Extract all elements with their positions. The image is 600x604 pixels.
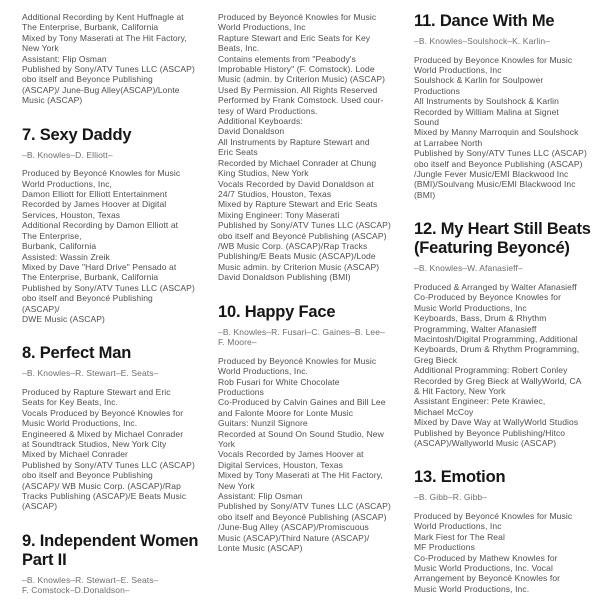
credit-line: Vocals Recorded by James Hoover at bbox=[218, 449, 364, 460]
track-heading bbox=[22, 344, 200, 363]
writers-credit-line: F. Comstock–D.Donaldson– bbox=[22, 585, 130, 596]
credit-line: Mixed by Dave "Hard Drive" Pensado at bbox=[22, 261, 177, 272]
credit-line: Rapture Stewart and Eric Seats for Key bbox=[218, 32, 371, 43]
credit-line: /June-Bug Alley (ASCAP)/Promiscuous bbox=[218, 522, 369, 533]
track-heading-line bbox=[218, 303, 396, 322]
credit-line: /WB Music Corp. (ASCAP)/Rap Tracks bbox=[218, 240, 368, 251]
track-number: 7. bbox=[22, 125, 40, 144]
writers-credit-line: –B. Knowles–D. Elliott– bbox=[22, 149, 113, 160]
credit-line: Mixed by Dave Way at WallyWorld Studios bbox=[414, 417, 579, 428]
credit-line: (ASCAP)/ WB Music Corp. (ASCAP)/Rap bbox=[22, 480, 181, 491]
credit-line: Burbank, California bbox=[22, 241, 97, 252]
credit-line: Mixing Engineer: Tony Maserati bbox=[218, 209, 340, 220]
track-number: 13. bbox=[414, 468, 441, 487]
credit-block bbox=[414, 511, 592, 594]
credit-line: York bbox=[218, 439, 236, 449]
track-heading-line bbox=[22, 344, 200, 363]
credit-line: Mixed by Rapture Stewart and Eric Seats bbox=[218, 199, 378, 210]
track-heading-line bbox=[414, 468, 592, 487]
credit-line: and Falonte Moore for Lonte Music bbox=[218, 407, 354, 418]
credit-line: Engineered & Mixed by Michael Conrader bbox=[22, 428, 184, 439]
credit-line: Co-Produced by Mathew Knowles for bbox=[414, 552, 558, 563]
credit-line: Mark Fiest for The Real bbox=[414, 531, 505, 542]
writers-credit-line: –B. Knowles–R. Stewart–E. Seats– bbox=[22, 574, 159, 585]
credit-line: Sound bbox=[414, 117, 440, 128]
credit-line: Published by Sony/ATV Tunes LLC (ASCAP) bbox=[22, 459, 195, 470]
credit-line: Co-Produced by Beyonce Knowles for bbox=[414, 292, 562, 303]
credit-line: Published by Beyonce Publishing/Hitco bbox=[414, 427, 566, 438]
writers-credit-line: F. Moore– bbox=[218, 337, 257, 348]
credit-line: Seats for Key Beats, Inc. bbox=[22, 397, 119, 408]
credit-line: Greg Bieck bbox=[414, 354, 458, 365]
credit-line: Keyboards, Drum & Rhythm Programming, bbox=[414, 344, 580, 355]
credit-line: Assistant: Flip Osman bbox=[22, 53, 107, 64]
credit-line: New York bbox=[218, 480, 255, 491]
credit-line: Produced & Arranged by Walter Afanasieff bbox=[414, 281, 577, 292]
credit-line: Published by Sony/ATV Tunes LLC (ASCAP) bbox=[218, 501, 391, 512]
writers-credit-line: –B. Knowles–W. Afanasieff– bbox=[414, 263, 523, 274]
track-number: 10. bbox=[218, 302, 245, 321]
credit-line: Vocals Recorded by David Donaldson at bbox=[218, 178, 374, 189]
credit-line: Contains elements from "Peabody's bbox=[218, 53, 356, 64]
credit-line: Produced by Beyonce Knowles for Music bbox=[414, 54, 573, 65]
credit-line: Mixed by Michael Conrader bbox=[22, 449, 128, 460]
credit-line: (ASCAP)/Wallyworld Music (ASCAP) bbox=[414, 437, 557, 448]
credit-line: /Jungle Fever Music/EMI Blackwood Inc bbox=[414, 169, 569, 180]
songwriter-credits bbox=[414, 36, 592, 47]
credit-line: (ASCAP) bbox=[22, 501, 58, 512]
credit-line: David Donaldson bbox=[218, 126, 285, 137]
credit-line: All Instruments by Soulshock & Karlin bbox=[414, 96, 559, 107]
track-title: Emotion bbox=[440, 468, 506, 487]
credit-line: Additional Programming: Robert Conley bbox=[414, 365, 568, 376]
credit-line: Additional Recording by Damon Elliott at bbox=[22, 220, 179, 231]
credit-line: obo itself and Beyonce Publishing bbox=[22, 74, 153, 85]
track-heading bbox=[414, 220, 592, 258]
credit-line: MF Productions bbox=[414, 542, 475, 553]
credit-line: Programming, Walter Afanasieff bbox=[414, 323, 537, 334]
credit-line: Assistant Engineer: Pete Krawiec, bbox=[414, 396, 546, 407]
credit-line: Services, Houston, Texas bbox=[22, 209, 121, 220]
writers-credit-line: –B. Gibb–R. Gibb– bbox=[414, 492, 488, 503]
credit-line: Mixed by Tony Maserati at The Hit Factory, bbox=[218, 470, 383, 481]
track-number: 12. bbox=[414, 220, 441, 239]
liner-notes-column-2 bbox=[218, 12, 396, 553]
credit-line: World Productions, Inc bbox=[414, 521, 502, 532]
credit-line: Used By Permission. All Rights Reserved bbox=[218, 84, 378, 95]
credit-line: World Productions, Inc bbox=[414, 65, 502, 75]
track-title: Independent Women bbox=[39, 531, 199, 550]
track-heading-line bbox=[22, 126, 200, 145]
credit-line: Guitars: Nunzil Signore bbox=[218, 418, 308, 429]
credit-line: at Larrabee North bbox=[414, 137, 483, 148]
credit-block bbox=[22, 12, 200, 106]
track-title: Perfect Man bbox=[39, 344, 132, 363]
credit-line: Published by Sony/ATV Tunes LLC (ASCAP) bbox=[218, 220, 391, 231]
credit-line: Music (ASCAP) bbox=[22, 95, 83, 106]
credit-line: Recorded by Greg Bieck at WallyWorld, CA bbox=[414, 375, 582, 386]
credit-line: Recorded at Sound On Sound Studio, New bbox=[218, 428, 384, 439]
track-heading-line bbox=[414, 12, 592, 31]
credit-line: Eric Seats bbox=[218, 147, 258, 158]
track-title: Sexy Daddy bbox=[39, 125, 132, 144]
credit-line: Assisted: Wassin Zreik bbox=[22, 251, 110, 262]
credit-line: (BMI)/Soulvang Music/EMI Blackwood Inc bbox=[414, 179, 576, 190]
credit-line: obo itself and Beyoncé Publishing bbox=[22, 293, 153, 304]
credit-line: The Enterprise, bbox=[22, 230, 82, 241]
credit-line: obo itself and Beyoncé Publishing (ASCAP) bbox=[218, 230, 387, 241]
credit-line: Assistant: Flip Osman bbox=[218, 491, 303, 502]
writers-credit-line: –B. Knowles–R. Fusari–C. Gaines–B. Lee– bbox=[218, 326, 385, 337]
track-heading-wrap-line: Part II bbox=[22, 550, 67, 569]
track-number: 11. bbox=[414, 12, 440, 30]
credit-line: Published by Sony/ATV Tunes LLC (ASCAP) bbox=[22, 282, 195, 293]
credit-line: Keyboards, Bass, Drum & Rhythm bbox=[414, 313, 547, 324]
credit-line: DWE Music (ASCAP) bbox=[22, 313, 105, 324]
track-title: My Heart Still Beats bbox=[440, 220, 591, 239]
credit-block bbox=[22, 387, 200, 512]
credit-line: Produced by Beyoncé Knowles for Music bbox=[218, 12, 377, 22]
credit-line: Produced by Beyoncé Knowles for Music bbox=[218, 355, 377, 366]
track-heading bbox=[22, 532, 200, 570]
credit-line: obo itself and Beyoncé Publishing (ASCAP) bbox=[218, 511, 387, 522]
credit-line: Rob Fusari for White Chocolate bbox=[218, 376, 340, 387]
liner-notes-columns bbox=[22, 12, 594, 604]
songwriter-credits bbox=[22, 368, 200, 379]
credit-line: Music World Productions, Inc. Vocal bbox=[414, 563, 553, 573]
credit-line: Tracks Publishing (ASCAP)/E Beats Music bbox=[22, 491, 187, 501]
credit-block bbox=[414, 282, 592, 449]
credit-line: Mixed by Manny Marroquin and Soulshock bbox=[414, 127, 579, 138]
credit-line: Co-Produced by Calvin Gaines and Bill Lee bbox=[218, 397, 386, 408]
credit-line: Michael McCoy bbox=[414, 406, 474, 417]
track-heading bbox=[218, 303, 396, 322]
credit-block bbox=[22, 168, 200, 324]
credit-line: World Productions, Inc bbox=[218, 22, 306, 33]
credit-line: Improbable History" (F. Comstock). Lode bbox=[218, 64, 375, 75]
credit-line: Recorded by Michael Conrader at Chung bbox=[218, 157, 377, 168]
credit-line: Mixed by Tony Maserati at The Hit Factory, bbox=[22, 32, 187, 43]
credit-block bbox=[218, 12, 396, 283]
credit-block bbox=[414, 55, 592, 201]
credit-line: obo itself and Beyonce Publishing bbox=[22, 470, 153, 481]
credit-line: tesy of Ward Productions. bbox=[218, 105, 318, 116]
track-title: Happy Face bbox=[244, 302, 336, 321]
credit-line: Productions bbox=[218, 386, 264, 397]
songwriter-credits bbox=[22, 150, 200, 161]
credit-line: Recorded by James Hoover at Digital bbox=[22, 199, 167, 210]
credit-line: Additional Recording by Kent Huffnagle at bbox=[22, 12, 184, 22]
credit-line: All Instruments by Rapture Stewart and bbox=[218, 136, 370, 147]
credit-line: Macintosh/Digital Programming, Additional bbox=[414, 333, 578, 344]
songwriter-credits bbox=[414, 492, 592, 503]
credit-line: Music (ASCAP)/Third Nature (ASCAP)/ bbox=[218, 532, 370, 543]
credit-line: Beats, Inc. bbox=[218, 43, 260, 54]
credit-line: 24/7 Studios, Houston, Texas bbox=[218, 188, 332, 199]
credit-line: obo itself and Beyonce Publishing (ASCAP) bbox=[414, 158, 583, 169]
track-heading bbox=[22, 126, 200, 145]
credit-line: The Enterprise, Burbank, California bbox=[22, 272, 159, 283]
credit-line: Produced by Beyoncé Knowles for Music bbox=[22, 168, 181, 179]
liner-notes-column-1 bbox=[22, 12, 200, 604]
credit-line: (BMI) bbox=[414, 189, 436, 200]
credit-line: Published by Sony/ATV Tunes LLC (ASCAP) bbox=[22, 64, 195, 75]
credit-line: Produced by Beyoncé Knowles for Music bbox=[414, 510, 573, 521]
credit-line: (ASCAP)/ bbox=[22, 303, 60, 314]
credit-line: Digital Services, Houston, Texas bbox=[218, 459, 343, 470]
credit-line: Damon Elliott for Elliott Entertainment bbox=[22, 189, 168, 200]
credit-line: Arrangement by Beyoncé Knowles for bbox=[414, 573, 561, 584]
track-heading bbox=[414, 468, 592, 487]
credit-line: Publishing/E Beats Music (ASCAP)/Lode bbox=[218, 251, 376, 262]
track-heading-line bbox=[22, 532, 200, 551]
credit-line: Lonte Music (ASCAP) bbox=[218, 543, 303, 554]
credit-line: Music World Productions, Inc. bbox=[22, 418, 138, 429]
credit-line: Music (admin. by Criterion Music) (ASCAP) bbox=[218, 74, 386, 85]
songwriter-credits bbox=[22, 575, 200, 596]
liner-notes-column-3 bbox=[414, 12, 592, 594]
credit-line: Additional Keyboards: bbox=[218, 116, 303, 127]
track-number: 9. bbox=[22, 531, 40, 550]
credit-line: Music World Productions, Inc. bbox=[414, 583, 530, 594]
credit-line: (ASCAP)/ June-Bug Alley(ASCAP)/Lonte bbox=[22, 84, 180, 95]
track-heading bbox=[414, 12, 592, 31]
credit-line: Soulshock & Karlin for Soulpower bbox=[414, 75, 544, 86]
writers-credit-line: –B. Knowles–R. Stewart–E. Seats– bbox=[22, 368, 159, 379]
credit-line: Productions bbox=[414, 85, 460, 96]
songwriter-credits bbox=[414, 263, 592, 274]
track-heading-line bbox=[414, 220, 592, 239]
credit-line: World Productions, Inc, bbox=[22, 178, 113, 189]
credit-line: The Enterprise, Burbank, California bbox=[22, 22, 159, 33]
credit-line: Music World Productions, Inc bbox=[414, 302, 527, 313]
track-title: Dance With Me bbox=[439, 12, 555, 30]
credit-line: Music admin. by Criterion Music (ASCAP) bbox=[218, 261, 380, 272]
credit-line: Produced by Rapture Stewart and Eric bbox=[22, 386, 171, 397]
credit-line: World Productions, Inc. bbox=[218, 366, 309, 377]
credit-line: New York bbox=[22, 43, 59, 54]
credit-line: King Studios, New York bbox=[218, 168, 309, 179]
credit-block bbox=[218, 356, 396, 554]
writers-credit-line: –B. Knowles–Soulshock–K. Karlin– bbox=[414, 36, 550, 46]
credit-line: & Hit Factory, New York bbox=[414, 385, 506, 396]
track-heading-wrap-line: (Featuring Beyoncé) bbox=[414, 239, 570, 258]
credit-line: Vocals Produced by Beyoncé Knowles for bbox=[22, 407, 184, 418]
track-number: 8. bbox=[22, 344, 40, 363]
credit-line: Published by Sony/ATV Tunes LLC (ASCAP) bbox=[414, 148, 587, 159]
credit-line: Recorded by William Malina at Signet bbox=[414, 106, 559, 117]
credit-line: Performed by Frank Comstock. Used cour- bbox=[218, 95, 384, 106]
credit-line: at Soundtrack Studios, New York City bbox=[22, 438, 167, 449]
credit-line: David Donaldson Publishing (BMI) bbox=[218, 272, 351, 283]
songwriter-credits bbox=[218, 327, 396, 348]
